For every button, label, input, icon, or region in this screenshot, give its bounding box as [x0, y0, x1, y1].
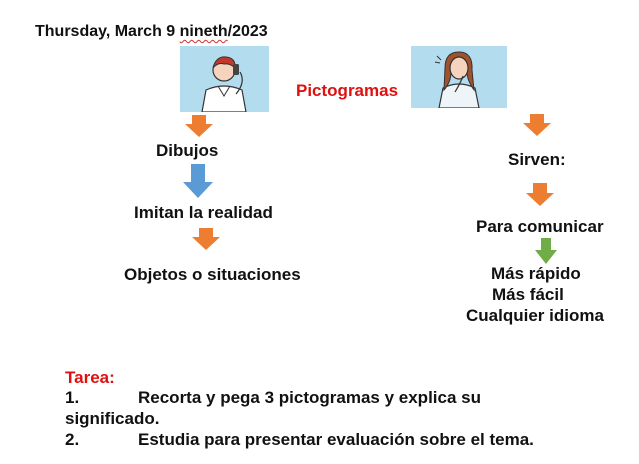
- left-item-objetos: Objetos o situaciones: [124, 265, 301, 284]
- down-arrow-orange-icon: [526, 183, 554, 206]
- left-item-dibujos: Dibujos: [156, 141, 219, 160]
- woman-thinking-picture: [411, 46, 507, 108]
- down-arrow-blue-icon: [183, 164, 213, 198]
- down-arrow-orange-icon: [192, 228, 220, 250]
- homework-item-1-text: Recorta y pega 3 pictogramas y explica su: [138, 388, 481, 407]
- right-benefit-idioma: Cualquier idioma: [466, 306, 604, 325]
- homework-item-2-text: Estudia para presentar evaluación sobre el tema.: [138, 430, 534, 449]
- homework-item-2-number: 2.: [65, 430, 80, 449]
- down-arrow-orange-icon: [523, 114, 551, 136]
- left-item-imitan: Imitan la realidad: [134, 203, 273, 222]
- right-item-comunicar: Para comunicar: [476, 217, 604, 236]
- woman-illustration-icon: [411, 46, 507, 108]
- man-illustration-icon: [180, 46, 269, 112]
- homework-title: Tarea:: [65, 368, 115, 387]
- center-title: Pictogramas: [296, 81, 399, 100]
- right-label-sirven: Sirven:: [508, 150, 566, 169]
- man-on-phone-picture: [180, 46, 269, 112]
- down-arrow-orange-icon: [185, 115, 213, 137]
- date-suffix: /2023: [227, 23, 268, 40]
- right-benefit-facil: Más fácil: [492, 285, 564, 304]
- down-arrow-green-icon: [535, 238, 557, 264]
- date-line: [35, 23, 268, 41]
- homework-item-1-number: 1.: [65, 388, 80, 407]
- homework-item-1-text-continued: significado.: [65, 409, 160, 428]
- date-misspelled-word: nineth: [179, 23, 228, 40]
- date-prefix: Thursday, March 9: [35, 23, 180, 40]
- right-benefit-rapido: Más rápido: [491, 264, 581, 283]
